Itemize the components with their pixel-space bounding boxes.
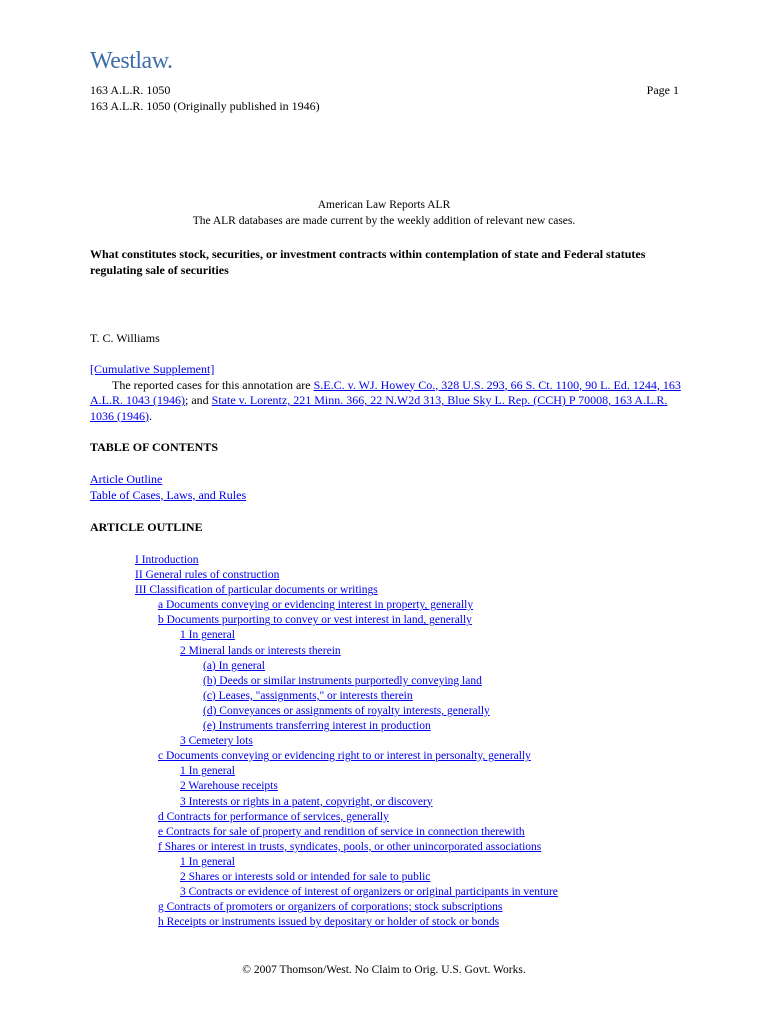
westlaw-logo: Westlaw. <box>90 48 173 74</box>
outline-row <box>90 583 558 598</box>
outline-link[interactable]: I Introduction <box>135 554 199 566</box>
outline-row <box>90 689 558 704</box>
outline-link[interactable]: f Shares or interest in trusts, syndicates, pools, or other unincorporated associations <box>158 840 542 853</box>
outline-row <box>90 915 558 930</box>
outline-link[interactable]: II General rules of construction <box>135 569 280 582</box>
outline-link[interactable]: 3 Contracts or evidence of interest of organizers or original participants in venture <box>180 886 558 899</box>
outline-link[interactable]: (b) Deeds or similar instruments purportedly conveying land <box>203 674 482 687</box>
outline-link[interactable]: a Documents conveying or evidencing interest in property, generally <box>158 599 474 612</box>
outline-row <box>90 885 558 900</box>
outline-link[interactable]: 1 In general <box>180 765 235 778</box>
citation-line-2: 163 A.L.R. 1050 (Originally published in 1946) <box>90 99 320 113</box>
supplement-intro-text: The reported cases for this annotation are <box>112 377 314 392</box>
toc-link-article-outline[interactable]: Article Outline <box>90 472 163 486</box>
annotation-title: What constitutes stock, securities, or investment contracts within contemplation of state and Federal statutes regulating sale of securities <box>90 247 646 277</box>
outline-row <box>90 749 558 764</box>
outline-row <box>90 674 558 689</box>
toc-heading: TABLE OF CONTENTS <box>90 440 219 454</box>
outline-row <box>90 825 558 840</box>
article-outline-heading: ARTICLE OUTLINE <box>90 520 203 534</box>
case-link-howey[interactable]: S.E.C. v. WJ. Howey Co., 328 U.S. 293, 66 S. Ct. 1100, 90 L. Ed. 1244, 163 A.L.R. 1043 (1946) <box>90 377 681 407</box>
outline-link[interactable]: 1 In general <box>180 855 235 868</box>
outline-row <box>90 779 558 794</box>
outline-row <box>90 810 558 825</box>
toc-link-table-of-cases[interactable]: Table of Cases, Laws, and Rules <box>90 487 247 502</box>
outline-link[interactable]: (c) Leases, "assignments," or interests therein <box>203 689 413 702</box>
outline-row <box>90 795 558 810</box>
citation-line-1: 163 A.L.R. 1050 <box>90 83 171 97</box>
outline-link[interactable]: g Contracts of promoters or organizers of corporations; stock subscriptions <box>158 901 503 914</box>
publication-name: American Law Reports ALR <box>317 199 451 211</box>
outline-link[interactable]: 2 Warehouse receipts <box>180 780 278 793</box>
outline-row <box>90 598 558 613</box>
outline-link[interactable]: (d) Conveyances or assignments of royalty interests, generally <box>203 704 490 717</box>
outline-link[interactable]: d Contracts for performance of services, generally <box>158 810 389 823</box>
outline-link[interactable]: (e) Instruments transferring interest in production <box>203 720 431 733</box>
outline-row <box>90 870 558 885</box>
outline-row <box>90 628 558 643</box>
copyright-footer: © 2007 Thomson/West. No Claim to Orig. U.S. Govt. Works. <box>242 964 526 976</box>
outline-row <box>90 704 558 719</box>
article-outline-list <box>90 553 558 930</box>
outline-row <box>90 900 558 915</box>
outline-link[interactable]: e Contracts for sale of property and rendition of service in connection therewith <box>158 825 525 838</box>
case-link-lorentz[interactable]: State v. Lorentz, 221 Minn. 366, 22 N.W2d 313, Blue Sky L. Rep. (CCH) P 70008, 163 A.L.R. 1036 (1946) <box>90 393 668 423</box>
outline-link[interactable]: III Classification of particular documents or writings <box>135 584 378 597</box>
outline-row <box>90 719 558 734</box>
outline-row <box>90 659 558 674</box>
cumulative-supplement-link[interactable]: [Cumulative Supplement] <box>90 362 215 376</box>
page-number: Page 1 <box>646 83 679 97</box>
outline-row <box>90 855 558 870</box>
supplement-end-punct: . <box>149 408 152 423</box>
outline-link[interactable]: 3 Cemetery lots <box>180 735 253 748</box>
outline-link[interactable]: c Documents conveying or evidencing right to or interest in personalty, generally <box>158 750 531 763</box>
outline-link[interactable]: 1 In general <box>180 629 235 642</box>
publication-note: The ALR databases are made current by the weekly addition of relevant new cases. <box>192 215 576 227</box>
outline-row <box>90 613 558 628</box>
author-name: T. C. Williams <box>90 331 160 345</box>
toc-list <box>90 472 246 503</box>
outline-row <box>90 553 558 568</box>
outline-row <box>90 764 558 779</box>
outline-row <box>90 644 558 659</box>
supplement-joiner-text: ; and <box>185 393 212 407</box>
outline-row <box>90 734 558 749</box>
outline-link[interactable]: 2 Mineral lands or interests therein <box>180 644 341 657</box>
outline-link[interactable]: 3 Interests or rights in a patent, copyright, or discovery <box>180 795 433 808</box>
outline-link[interactable]: b Documents purporting to convey or vest interest in land, generally <box>158 614 472 627</box>
supplement-section <box>90 362 682 424</box>
outline-link[interactable]: 2 Shares or interests sold or intended for sale to public <box>180 870 431 883</box>
outline-row <box>90 568 558 583</box>
outline-row <box>90 840 558 855</box>
outline-link[interactable]: h Receipts or instruments issued by depositary or holder of stock or bonds <box>158 916 500 929</box>
outline-link[interactable]: (a) In general <box>203 659 265 672</box>
